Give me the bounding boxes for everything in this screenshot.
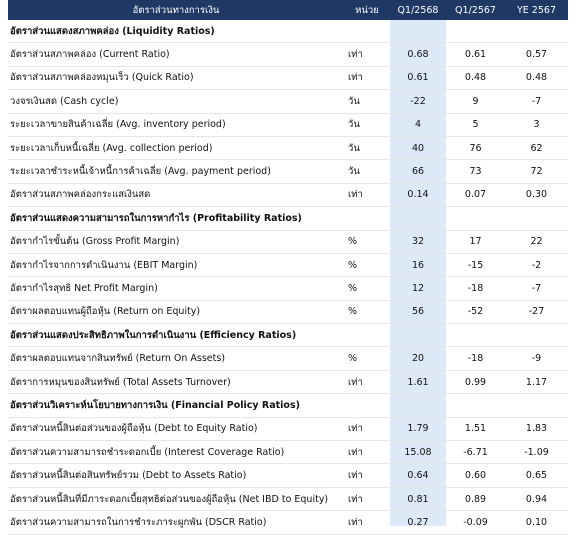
value-q1-2568: 32 bbox=[390, 230, 446, 253]
section-row bbox=[8, 394, 568, 417]
row-unit: เท่า bbox=[344, 370, 390, 393]
table-row bbox=[8, 300, 568, 323]
value-q1-2568: 0.61 bbox=[390, 66, 446, 89]
value-q1-2568: 12 bbox=[390, 277, 446, 300]
value-ye-2567: 0.30 bbox=[505, 183, 568, 206]
value-q1-2568: 0.64 bbox=[390, 464, 446, 487]
value-q1-2568: 0.14 bbox=[390, 183, 446, 206]
row-unit: เท่า bbox=[344, 417, 390, 440]
value-q1-2568: 56 bbox=[390, 300, 446, 323]
value-q1-2568: 0.68 bbox=[390, 43, 446, 66]
value-ye-2567: 72 bbox=[505, 160, 568, 183]
value-q1-2568: 15.08 bbox=[390, 441, 446, 464]
value-ye-2567: -1.09 bbox=[505, 441, 568, 464]
table-row bbox=[8, 253, 568, 276]
table-row bbox=[8, 66, 568, 89]
table-row bbox=[8, 160, 568, 183]
value-ye-2567: 0.10 bbox=[505, 511, 568, 534]
row-label: อัตราส่วนสภาพคล่องกระแสเงินสด bbox=[8, 183, 344, 206]
row-label: อัตราส่วนหนี้สินต่อส่วนของผู้ถือหุ้น (Debt to Equity Ratio) bbox=[8, 417, 344, 440]
row-label: ระยะเวลาชำระหนี้เจ้าหนี้การค้าเฉลี่ย (Avg. payment period) bbox=[8, 160, 344, 183]
section-title: อัตราส่วนแสดงประสิทธิภาพในการดำเนินงาน (Efficiency Ratios) bbox=[8, 324, 568, 347]
value-q1-2567: 0.99 bbox=[446, 370, 505, 393]
value-q1-2567: -6.71 bbox=[446, 441, 505, 464]
section-row bbox=[8, 324, 568, 347]
value-ye-2567: 0.94 bbox=[505, 487, 568, 510]
value-ye-2567: 1.83 bbox=[505, 417, 568, 440]
row-unit: เท่า bbox=[344, 66, 390, 89]
header-col-q1-2568: Q1/2568 bbox=[390, 0, 446, 20]
row-unit: % bbox=[344, 253, 390, 276]
row-label: วงจรเงินสด (Cash cycle) bbox=[8, 90, 344, 113]
section-title: อัตราส่วนแสดงสภาพคล่อง (Liquidity Ratios) bbox=[8, 20, 568, 43]
row-unit: วัน bbox=[344, 90, 390, 113]
value-q1-2567: 73 bbox=[446, 160, 505, 183]
value-ye-2567: 0.65 bbox=[505, 464, 568, 487]
row-label: อัตราส่วนสภาพคล่องหมุนเร็ว (Quick Ratio) bbox=[8, 66, 344, 89]
row-label: อัตรากำไรขั้นต้น (Gross Profit Margin) bbox=[8, 230, 344, 253]
value-q1-2567: 0.60 bbox=[446, 464, 505, 487]
table-row bbox=[8, 183, 568, 206]
value-q1-2568: 4 bbox=[390, 113, 446, 136]
section-title: อัตราส่วนแสดงความสามารถในการหากำไร (Profitability Ratios) bbox=[8, 207, 568, 230]
value-q1-2568: 0.27 bbox=[390, 511, 446, 534]
value-ye-2567: 3 bbox=[505, 113, 568, 136]
row-unit: เท่า bbox=[344, 441, 390, 464]
value-ye-2567: 22 bbox=[505, 230, 568, 253]
row-unit: % bbox=[344, 230, 390, 253]
table-header-row bbox=[8, 0, 568, 20]
header-unit: หน่วย bbox=[344, 0, 390, 20]
row-unit: วัน bbox=[344, 113, 390, 136]
row-label: อัตราส่วนความสามารถในการชำระภาระผูกพัน (DSCR Ratio) bbox=[8, 511, 344, 534]
value-ye-2567: 62 bbox=[505, 136, 568, 159]
row-unit: วัน bbox=[344, 136, 390, 159]
table-row bbox=[8, 511, 568, 534]
value-q1-2567: -0.09 bbox=[446, 511, 505, 534]
value-ye-2567: -27 bbox=[505, 300, 568, 323]
section-row bbox=[8, 207, 568, 230]
value-ye-2567: -7 bbox=[505, 90, 568, 113]
section-title: อัตราส่วนวิเคราะห์นโยบายทางการเงิน (Financial Policy Ratios) bbox=[8, 394, 568, 417]
row-label: ระยะเวลาเก็บหนี้เฉลี่ย (Avg. collection period) bbox=[8, 136, 344, 159]
value-ye-2567: -9 bbox=[505, 347, 568, 370]
table-row bbox=[8, 347, 568, 370]
table-row bbox=[8, 113, 568, 136]
value-q1-2567: 76 bbox=[446, 136, 505, 159]
row-label: อัตราส่วนหนี้สินที่มีภาระดอกเบี้ยสุทธิต่อส่วนของผู้ถือหุ้น (Net IBD to Equity) bbox=[8, 487, 344, 510]
value-q1-2567: -52 bbox=[446, 300, 505, 323]
value-q1-2567: 0.61 bbox=[446, 43, 505, 66]
table-row bbox=[8, 464, 568, 487]
value-q1-2568: 1.79 bbox=[390, 417, 446, 440]
value-q1-2567: -15 bbox=[446, 253, 505, 276]
table-row bbox=[8, 230, 568, 253]
row-unit: เท่า bbox=[344, 464, 390, 487]
row-unit: % bbox=[344, 300, 390, 323]
financial-ratios-table bbox=[8, 0, 568, 535]
row-label: อัตราการหมุนของสินทรัพย์ (Total Assets Turnover) bbox=[8, 370, 344, 393]
row-unit: % bbox=[344, 277, 390, 300]
table-row bbox=[8, 90, 568, 113]
value-ye-2567: -7 bbox=[505, 277, 568, 300]
row-label: อัตรากำไรสุทธิ Net Profit Margin) bbox=[8, 277, 344, 300]
value-q1-2568: 40 bbox=[390, 136, 446, 159]
table-body bbox=[8, 20, 568, 534]
table-row bbox=[8, 136, 568, 159]
row-unit: เท่า bbox=[344, 487, 390, 510]
value-ye-2567: 1.17 bbox=[505, 370, 568, 393]
row-label: อัตราส่วนความสามารถชำระดอกเบี้ย (Interest Coverage Ratio) bbox=[8, 441, 344, 464]
value-q1-2567: 0.89 bbox=[446, 487, 505, 510]
row-label: อัตราผลตอบแทนจากสินทรัพย์ (Return On Assets) bbox=[8, 347, 344, 370]
table-row bbox=[8, 417, 568, 440]
value-q1-2568: 1.61 bbox=[390, 370, 446, 393]
table-row bbox=[8, 277, 568, 300]
table-row bbox=[8, 370, 568, 393]
row-label: อัตราผลตอบแทนผู้ถือหุ้น (Return on Equity) bbox=[8, 300, 344, 323]
value-q1-2567: 5 bbox=[446, 113, 505, 136]
row-unit: % bbox=[344, 347, 390, 370]
row-unit: เท่า bbox=[344, 43, 390, 66]
row-unit: เท่า bbox=[344, 511, 390, 534]
header-title: อัตราส่วนทางการเงิน bbox=[8, 0, 344, 20]
value-q1-2567: 17 bbox=[446, 230, 505, 253]
table-row bbox=[8, 487, 568, 510]
value-q1-2567: 0.48 bbox=[446, 66, 505, 89]
value-q1-2568: 16 bbox=[390, 253, 446, 276]
value-q1-2567: 0.07 bbox=[446, 183, 505, 206]
value-ye-2567: 0.48 bbox=[505, 66, 568, 89]
value-q1-2567: 1.51 bbox=[446, 417, 505, 440]
value-q1-2567: 9 bbox=[446, 90, 505, 113]
header-col-q1-2567: Q1/2567 bbox=[446, 0, 505, 20]
value-q1-2567: -18 bbox=[446, 347, 505, 370]
value-q1-2567: -18 bbox=[446, 277, 505, 300]
header-col-ye-2567: YE 2567 bbox=[505, 0, 568, 20]
value-q1-2568: 66 bbox=[390, 160, 446, 183]
value-ye-2567: -2 bbox=[505, 253, 568, 276]
section-row bbox=[8, 20, 568, 43]
row-label: อัตราส่วนสภาพคล่อง (Current Ratio) bbox=[8, 43, 344, 66]
value-ye-2567: 0.57 bbox=[505, 43, 568, 66]
value-q1-2568: -22 bbox=[390, 90, 446, 113]
value-q1-2568: 20 bbox=[390, 347, 446, 370]
value-q1-2568: 0.81 bbox=[390, 487, 446, 510]
table-row bbox=[8, 43, 568, 66]
row-unit: วัน bbox=[344, 160, 390, 183]
row-label: ระยะเวลาขายสินค้าเฉลี่ย (Avg. inventory period) bbox=[8, 113, 344, 136]
row-label: อัตราส่วนหนี้สินต่อสินทรัพย์รวม (Debt to Assets Ratio) bbox=[8, 464, 344, 487]
row-label: อัตรากำไรจากการดำเนินงาน (EBIT Margin) bbox=[8, 253, 344, 276]
table-row bbox=[8, 441, 568, 464]
row-unit: เท่า bbox=[344, 183, 390, 206]
